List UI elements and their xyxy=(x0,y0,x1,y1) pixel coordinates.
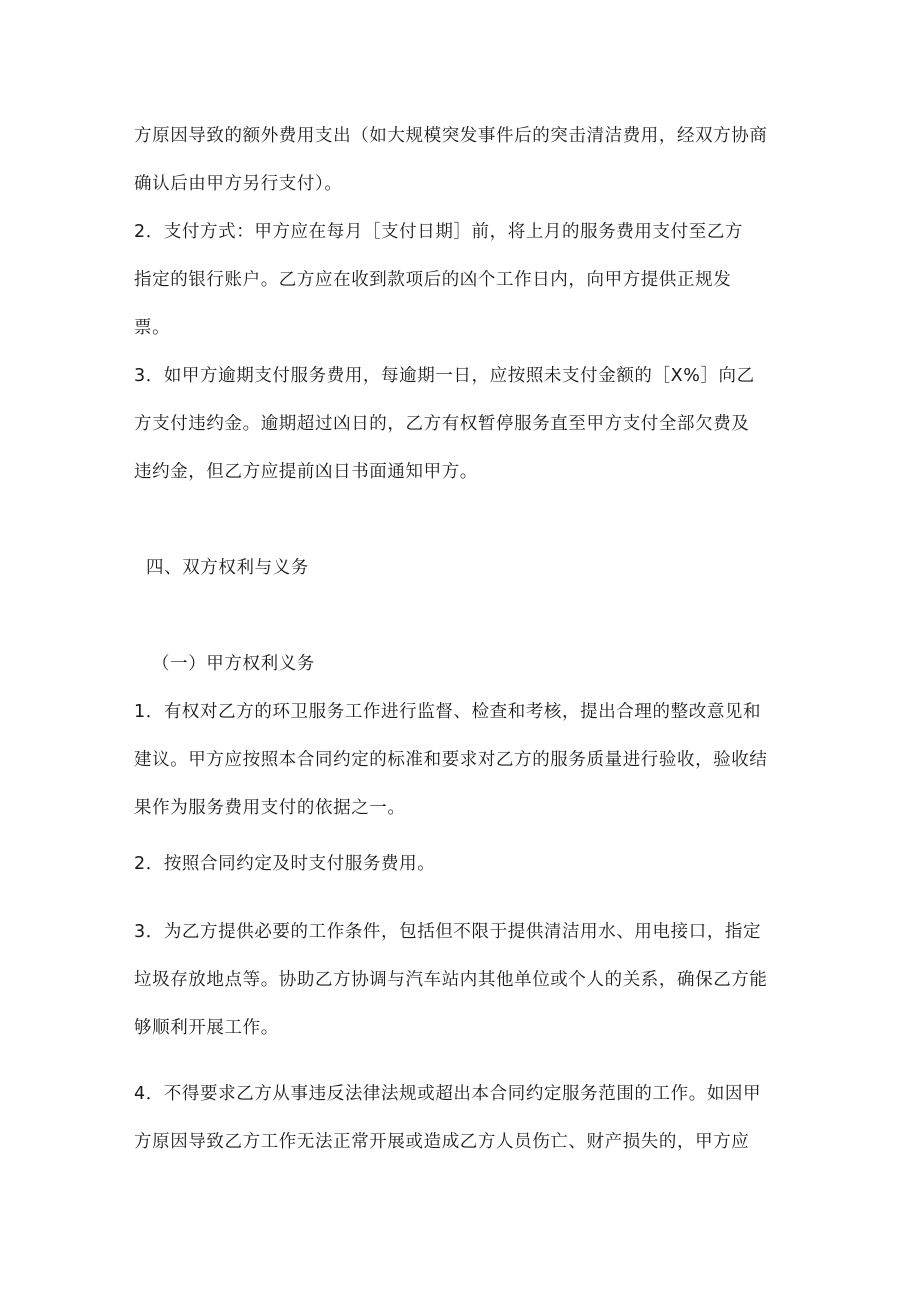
text-line: 方支付违约金。逾期超过凶日的，乙方有权暂停服务直至甲方支付全部欠费及 xyxy=(134,414,750,434)
text-line: 方原因导致乙方工作无法正常开展或造成乙方人员伤亡、财产损失的，甲方应 xyxy=(134,1132,750,1152)
text-line: 2．按照合同约定及时支付服务费用。 xyxy=(134,854,436,874)
text-line: 违约金，但乙方应提前凶日书面通知甲方。 xyxy=(134,462,478,482)
text-line: 3．如甲方逾期支付服务费用，每逾期一日，应按照未支付金额的［X%］向乙 xyxy=(134,366,755,386)
subsection-heading: （一）甲方权利义务 xyxy=(152,654,315,674)
text-line: 果作为服务费用支付的依据之一。 xyxy=(134,798,406,818)
text-line: 建议。甲方应按照本合同约定的标准和要求对乙方的服务质量进行验收，验收结 xyxy=(134,750,768,770)
text-line: 4．不得要求乙方从事违反法律法规或超出本合同约定服务范围的工作。如因甲 xyxy=(134,1084,762,1104)
text-line: 垃圾存放地点等。协助乙方协调与汽车站内其他单位或个人的关系，确保乙方能 xyxy=(134,970,768,990)
text-line: 够顺利开展工作。 xyxy=(134,1018,279,1038)
text-line: 确认后由甲方另行支付）。 xyxy=(134,174,343,194)
text-line: 3．为乙方提供必要的工作条件，包括但不限于提供清洁用水、用电接口，指定 xyxy=(134,922,762,942)
text-line: 方原因导致的额外费用支出（如大规模突发事件后的突击清洁费用，经双方协商 xyxy=(134,126,768,146)
text-line: 1．有权对乙方的环卫服务工作进行监督、检查和考核，提出合理的整改意见和 xyxy=(134,702,762,722)
text-line: 票。 xyxy=(134,318,171,338)
text-line: 指定的银行账户。乙方应在收到款项后的凶个工作日内，向甲方提供正规发 xyxy=(134,270,732,290)
section-heading: 四、双方权利与义务 xyxy=(146,558,309,578)
text-line: 2．支付方式：甲方应在每月［支付日期］前，将上月的服务费用支付至乙方 xyxy=(134,222,744,242)
